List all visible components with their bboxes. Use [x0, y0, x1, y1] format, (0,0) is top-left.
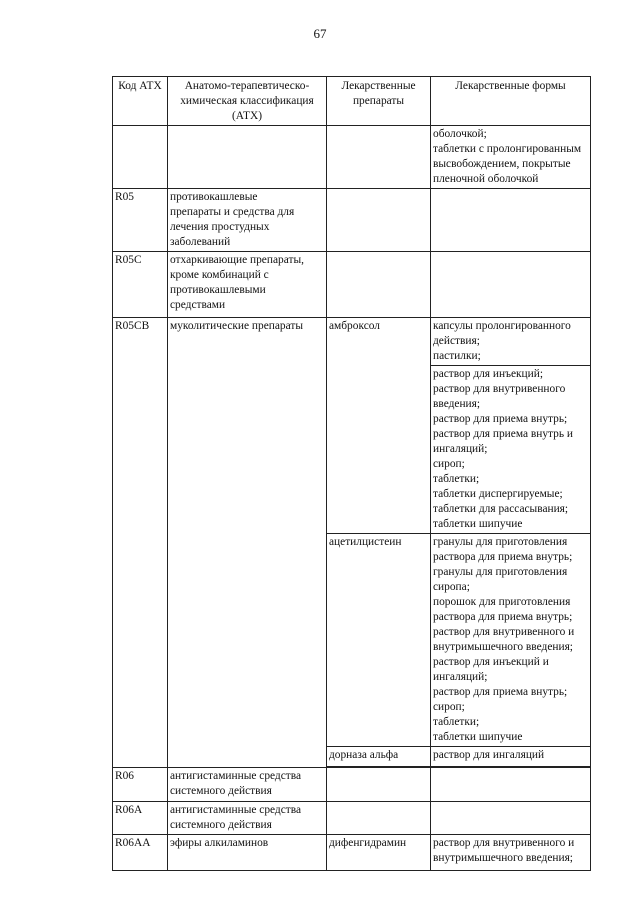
table-row-r05cb: [113, 318, 591, 366]
cell-line: раствор для инъекций и: [433, 656, 549, 668]
cell-code: R05CB: [113, 318, 168, 768]
cell-line: Лекарственные формы: [455, 80, 566, 92]
cell-line: антигистаминные средства: [170, 804, 302, 816]
cell-line: внутримышечного введения;: [433, 641, 573, 653]
cell-line: противокашлевыми: [170, 284, 266, 296]
cell-forms: [431, 768, 591, 802]
cell-line: системного действия: [170, 785, 272, 797]
cell-line: раствор для ингаляций: [433, 749, 545, 761]
cell-drug: [327, 126, 431, 189]
cell-drug-dornase: дорназа альфа: [327, 747, 431, 767]
table-header-row: [113, 77, 591, 126]
table-row: [113, 126, 591, 189]
cell-line: препараты: [352, 95, 405, 107]
cell-line: (АТХ): [232, 110, 262, 122]
cell-line: Лекарственные: [341, 80, 416, 92]
cell-line: таблетки с пролонгированным: [433, 143, 582, 155]
cell-code: R06A: [113, 802, 168, 835]
cell-line: капсулы пролонгированного: [433, 320, 571, 332]
cell-drug-ambroxol: амброксол: [327, 318, 431, 534]
page-number: 67: [313, 26, 327, 41]
cell-line: Анатомо-терапевтическо-: [184, 80, 310, 92]
cell-classification: [168, 768, 327, 802]
cell-classification: [168, 252, 327, 318]
table-row-r05c: [113, 252, 591, 318]
cell-line: сироп;: [433, 458, 465, 470]
header-forms: [431, 77, 591, 126]
cell-forms: [431, 318, 591, 366]
cell-line: пастилки;: [433, 350, 481, 362]
cell-code: R05C: [113, 252, 168, 318]
cell-classification: [168, 318, 327, 768]
cell-forms: [431, 802, 591, 835]
cell-line: раствор для внутривенного и: [433, 837, 575, 849]
cell-line: сироп;: [433, 701, 465, 713]
cell-line: противокашлевые: [170, 191, 258, 203]
cell-line: химическая классификация: [180, 95, 314, 107]
cell-line: таблетки;: [433, 716, 480, 728]
table-row-r06: [113, 768, 591, 802]
cell-line: внутримышечного введения;: [433, 852, 573, 864]
cell-forms: [431, 126, 591, 189]
cell-classification: [168, 189, 327, 252]
cell-line: ингаляций;: [433, 671, 488, 683]
table-row-r06aa: [113, 835, 591, 871]
header-classification: [168, 77, 327, 126]
cell-line: муколитические препараты: [170, 320, 303, 332]
cell-line: антигистаминные средства: [170, 770, 302, 782]
cell-drug-acetylcysteine: ацетилцистеин: [327, 534, 431, 747]
cell-line: заболеваний: [170, 236, 231, 248]
cell-classification: [168, 835, 327, 871]
header-drugs: [327, 77, 431, 126]
cell-classification: [168, 126, 327, 189]
cell-line: гранулы для приготовления: [433, 536, 568, 548]
cell-forms: [431, 747, 591, 767]
cell-line: таблетки диспергируемые;: [433, 488, 563, 500]
cell-line: отхаркивающие препараты,: [170, 254, 304, 266]
cell-line: пленочной оболочкой: [433, 173, 539, 185]
cell-code: R06: [113, 768, 168, 802]
cell-forms: [431, 189, 591, 252]
cell-line: раствор для приема внутрь и: [433, 428, 573, 440]
cell-line: введения;: [433, 398, 481, 410]
header-code: [113, 77, 168, 126]
cell-line: порошок для приготовления: [433, 596, 571, 608]
cell-code: [113, 126, 168, 189]
cell-line: раствора для приема внутрь;: [433, 611, 573, 623]
cell-line: оболочкой;: [433, 128, 487, 140]
table-row-r05: [113, 189, 591, 252]
cell-code: R05: [113, 189, 168, 252]
cell-line: раствор для инъекций;: [433, 368, 544, 380]
cell-line: средствами: [170, 299, 226, 311]
cell-line: ингаляций;: [433, 443, 488, 455]
atx-table: [112, 76, 591, 871]
cell-line: кроме комбинаций с: [170, 269, 269, 281]
cell-line: системного действия: [170, 819, 272, 831]
cell-line: Код АТХ: [118, 80, 162, 92]
cell-line: раствор для внутривенного и: [433, 626, 575, 638]
cell-line: высвобождением, покрытые: [433, 158, 571, 170]
cell-line: таблетки;: [433, 473, 480, 485]
cell-line: таблетки шипучие: [433, 518, 523, 530]
cell-line: раствор для приема внутрь;: [433, 686, 568, 698]
cell-code: R06AA: [113, 835, 168, 871]
cell-drug: [327, 802, 431, 835]
cell-line: таблетки шипучие: [433, 731, 523, 743]
cell-forms: [431, 366, 591, 534]
cell-line: раствор для приема внутрь;: [433, 413, 568, 425]
cell-drug-diphenhydramine: дифенгидрамин: [327, 835, 431, 871]
cell-drug: [327, 252, 431, 318]
cell-line: раствора для приема внутрь;: [433, 551, 573, 563]
cell-line: гранулы для приготовления: [433, 566, 568, 578]
cell-classification: [168, 802, 327, 835]
cell-line: сиропа;: [433, 581, 470, 593]
cell-line: лечения простудных: [170, 221, 270, 233]
cell-line: таблетки для рассасывания;: [433, 503, 569, 515]
table-row-r06a: [113, 802, 591, 835]
cell-line: эфиры алкиламинов: [170, 837, 269, 849]
cell-forms: [431, 252, 591, 318]
cell-line: препараты и средства для: [170, 206, 295, 218]
cell-drug: [327, 768, 431, 802]
cell-drug: [327, 189, 431, 252]
cell-forms: [431, 835, 591, 871]
cell-forms: [431, 534, 591, 747]
cell-line: раствор для внутривенного: [433, 383, 566, 395]
cell-line: действия;: [433, 335, 480, 347]
